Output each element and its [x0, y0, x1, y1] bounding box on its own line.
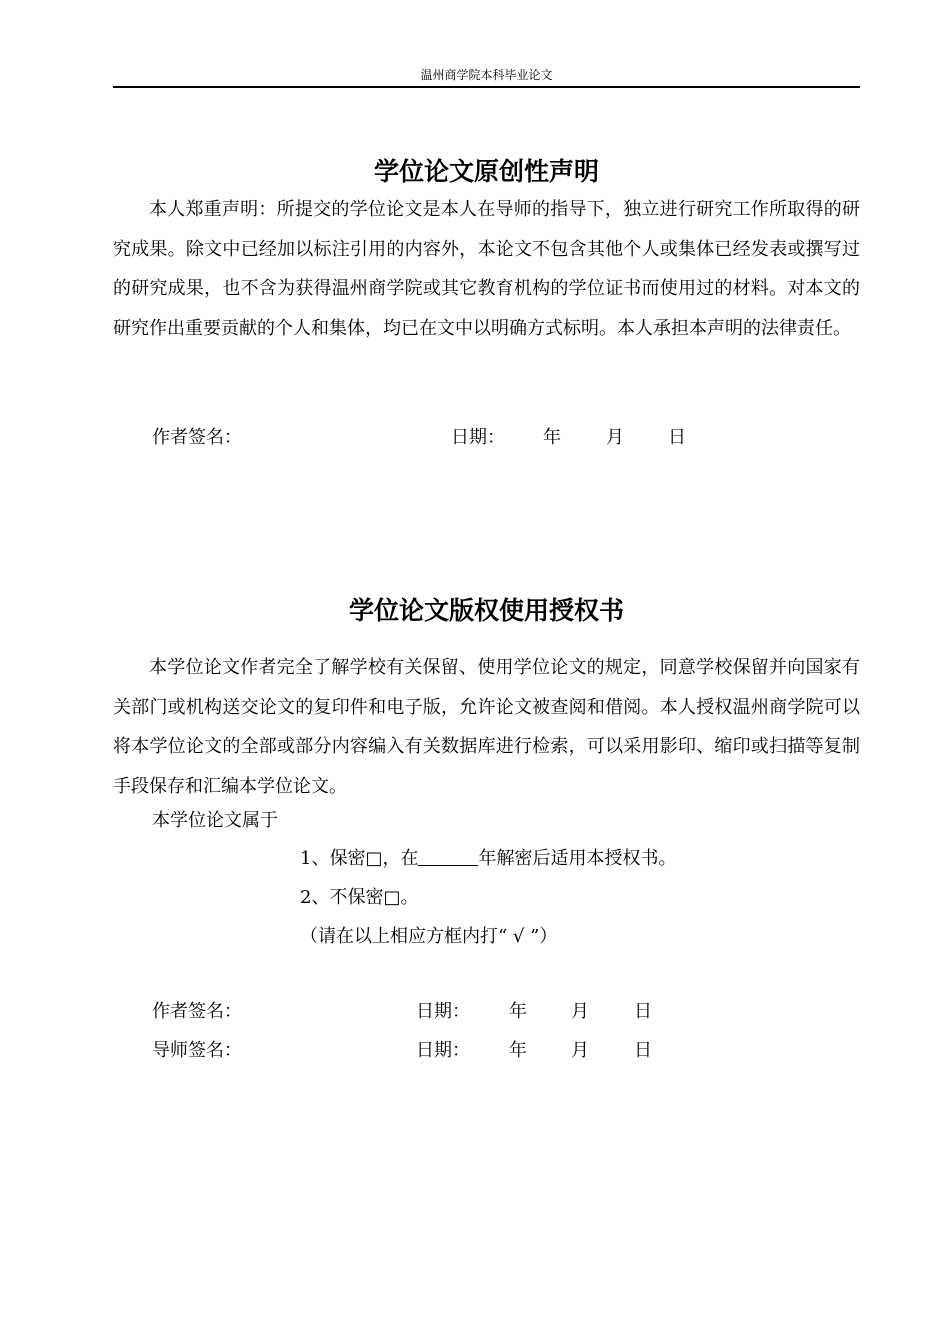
authorization-body: 本学位论文作者完全了解学校有关保留、使用学位论文的规定，同意学校保留并向国家有关部门或机构送交论文的复印件和电子版，允许论文被查阅和借阅。本人授权温州商学院可以将本学位论文的全部或部分内容编入有关数据库进行检索，可以采用影印、缩印或扫描等复制手段保存和汇编本学位论文。	[113, 657, 860, 797]
page-header: 温州商学院本科毕业论文	[113, 66, 860, 88]
declaration-date-label: 日期：	[451, 427, 505, 448]
advisor-year-label: 年	[509, 1040, 527, 1061]
declaration-day-label: 日	[668, 427, 686, 448]
declaration-year-label: 年	[543, 427, 561, 448]
declaration-author-sign-label: 作者签名：	[152, 427, 242, 448]
option-confidential	[300, 847, 676, 871]
belongs-label: 本学位论文属于	[152, 810, 278, 831]
authorization-title: 学位论文版权使用授权书	[348, 596, 624, 625]
authorization-author-day-label: 日	[634, 1001, 652, 1022]
decrypt-year-blank	[418, 847, 478, 866]
advisor-day-label: 日	[634, 1040, 652, 1061]
option-non-confidential: 2、不保密□。	[300, 887, 419, 908]
advisor-date-label: 日期：	[416, 1040, 470, 1061]
option-confidential-suffix: 年解密后适用本授权书。	[478, 848, 677, 869]
checkbox-instruction: （请在以上相应方框内打“ √ ”）	[300, 926, 558, 947]
authorization-author-year-label: 年	[509, 1001, 527, 1022]
advisor-month-label: 月	[571, 1040, 589, 1061]
authorization-author-sign-label: 作者签名：	[152, 1001, 242, 1022]
option-confidential-prefix: 1、保密□，在	[300, 848, 419, 869]
declaration-body: 本人郑重声明：所提交的学位论文是本人在导师的指导下，独立进行研究工作所取得的研究成果。除文中已经加以标注引用的内容外，本论文不包含其他个人或集体已经发表或撰写过的研究成果，也不含为获得温州商学院或其它教育机构的学位证书而使用过的材料。对本文的研究作出重要贡献的个人和集体，均已在文中以明确方式标明。本人承担本声明的法律责任。	[113, 199, 860, 339]
declaration-month-label: 月	[606, 427, 624, 448]
authorization-author-date-label: 日期：	[416, 1001, 470, 1022]
authorization-author-month-label: 月	[571, 1001, 589, 1022]
declaration-title: 学位论文原创性声明	[373, 157, 599, 186]
advisor-sign-label: 导师签名：	[152, 1040, 242, 1061]
